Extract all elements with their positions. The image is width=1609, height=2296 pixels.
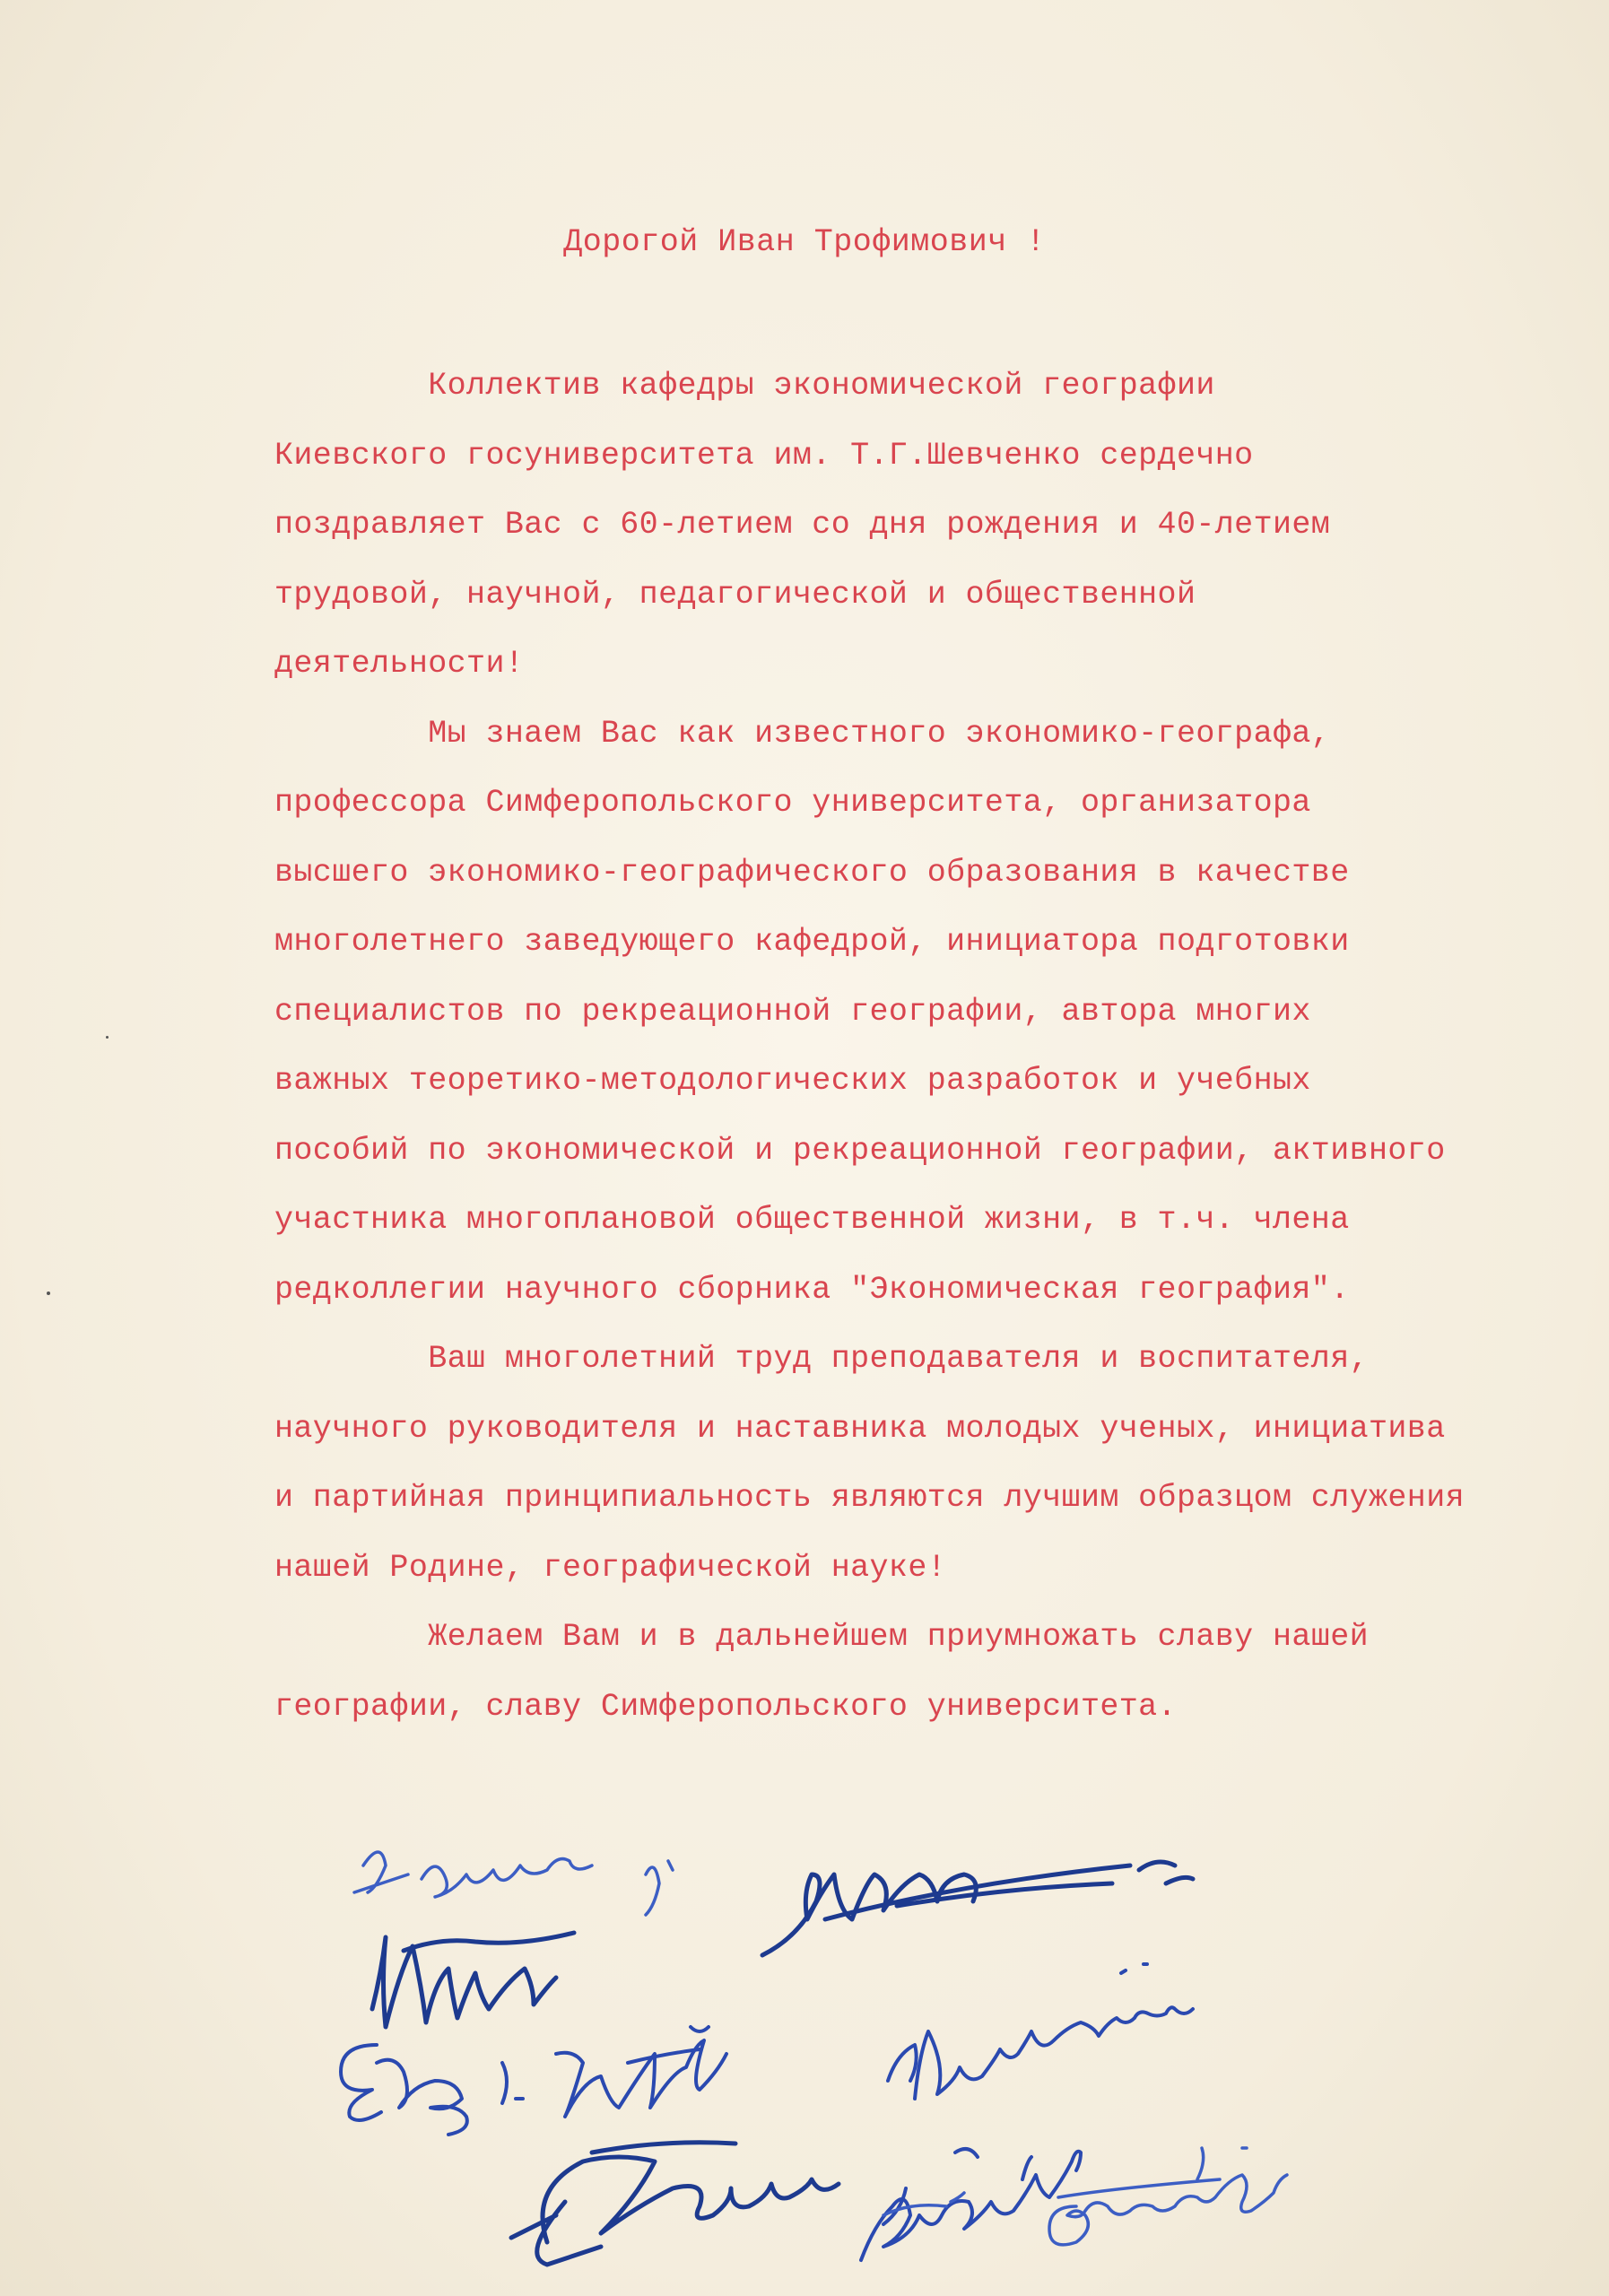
signature-9 [1049, 2148, 1287, 2245]
signature-8 [861, 2149, 1081, 2260]
paper-speck [47, 1292, 50, 1295]
signature-1 [354, 1852, 673, 1915]
signature-2 [762, 1862, 1193, 1955]
paragraph-wishes: Желаем Вам и в дальнейшем приумножать славу нашей географии, славу Симферопольского университета. [274, 1619, 1369, 1725]
paragraph-recognition: Ваш многолетний труд преподавателя и воспитателя, научного руководителя и наставника молодых ученых, инициатива и партийная принципиальность являются лучшим образцом служения нашей Родине, географической науке! [274, 1341, 1465, 1586]
signature-7 [888, 1964, 1193, 2099]
signature-5 [556, 2027, 726, 2117]
signature-6 [511, 2143, 839, 2265]
signature-4 [341, 2045, 523, 2135]
signature-3 [372, 1933, 574, 2027]
paper-speck [106, 1036, 109, 1039]
paragraph-congratulation: Коллектив кафедры экономической географии Киевского госуниверситета им. Т.Г.Шевченко сердечно поздравляет Вас с 60-летием со дня рождения и 40-летием трудовой, научной, педагогической и общественной деятельности! [274, 368, 1331, 682]
paragraph-achievements: Мы знаем Вас как известного экономико-географа, профессора Симферопольского университета, организатора высшего экономико-географического образования в качестве многолетнего заведующего кафедрой, инициатора подготовки специалистов по рекреационной географии, автора многих важных теоретико-методологических разработок и учебных пособий по экономической и рекреационной географии, активного участника многоплановой общественной жизни, в т.ч. члена редколлегии научного сборника "Экономическая география". [274, 715, 1446, 1308]
letter-greeting: Дорогой Иван Трофимович ! [563, 224, 1046, 260]
signature-10 [883, 2193, 964, 2215]
letter-body [274, 352, 1530, 1742]
